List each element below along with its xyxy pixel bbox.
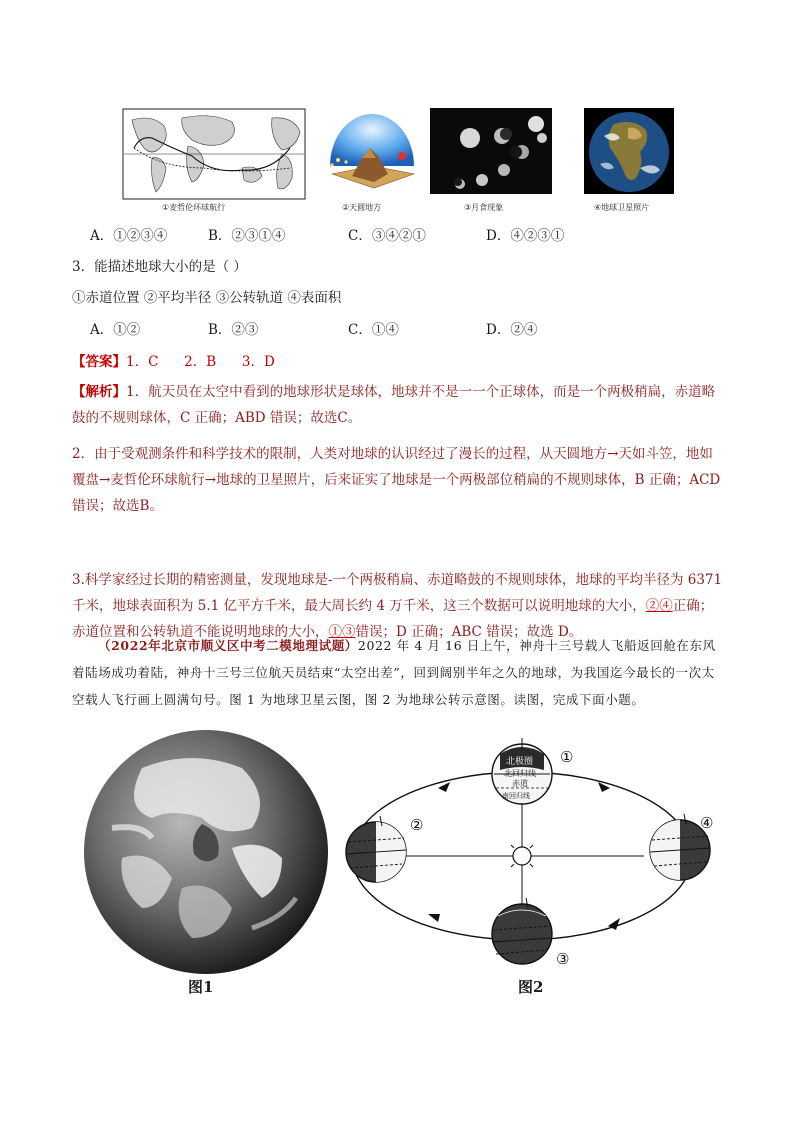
q3-option-c[interactable]: C．①④ (348, 322, 399, 338)
magellan-map-figure (122, 108, 306, 216)
analysis-p1-text: 1．航天员在太空中看到的地球形状是球体，地球并不是一一个正球体，而是一个两极稍扁，赤道略鼓的不规则球体，C 正确；ABD 错误；故选C。 (72, 384, 716, 426)
q3-items: ①赤道位置 ②平均半径 ③公转轨道 ④表面积 (72, 290, 342, 306)
analysis-p3-b: 正确；赤道位置和公转轨道不能说明地球的大小， (72, 598, 714, 640)
source-paragraph (72, 632, 724, 713)
q3-stem: 3．能描述地球大小的是（ ） (72, 259, 247, 275)
figure-1-label: 图1 (188, 978, 214, 996)
source-text: 2022 年 4 月 16 日上午，神舟十三号载人飞船返回舱在东风着陆场成功着陆，神舟十三号三位航天员结束“太空出差”，回到阔别半年之久的地球，为我国迄今最长的一次太空载人飞行画上圆满句号。图 1 为地球卫星云图，图 2 为地球公转示意图。读图，完成下面小题。 (72, 638, 716, 707)
q2-option-a[interactable]: A．①②③④ (90, 228, 168, 244)
q3-option-b[interactable]: B．②③ (208, 322, 259, 338)
figure-2-label: 图2 (518, 978, 544, 996)
figure-1-cloud-globe (82, 728, 330, 976)
figure-2-revolution-diagram (340, 730, 720, 980)
answer-text: 1．C 2．B 3．D (126, 354, 275, 370)
analysis-p1 (72, 379, 724, 431)
globe-label-arctic: 北极圈 (506, 757, 534, 767)
caption-lunar-eclipse: ③月食现象 (464, 203, 504, 212)
analysis-p3-highlight-1: ②④ (645, 598, 673, 614)
q2-option-c[interactable]: C．③④②① (348, 228, 426, 244)
answer-line (72, 352, 732, 372)
analysis-label: 【解析】 (72, 384, 126, 400)
earth-position-2 (346, 816, 406, 882)
revolution-diagram-svg (340, 730, 720, 980)
mark-4: ④ (700, 814, 714, 832)
answer-label: 【答案】 (72, 354, 126, 370)
mark-2: ② (410, 816, 424, 834)
globe-label-equator: 赤道 (512, 779, 528, 788)
q3-option-a[interactable]: A．①② (90, 322, 141, 338)
caption-magellan: ①麦哲伦环球航行 (162, 203, 226, 212)
analysis-p3-highlight-2: ①③ (328, 624, 356, 640)
q3-option-d[interactable]: D．②④ (486, 322, 538, 338)
cloud-globe-image (82, 728, 330, 976)
globe-label-tropic-n: 北回归线 (504, 769, 536, 778)
earth-position-3 (492, 898, 552, 964)
figure-row-top (122, 108, 674, 216)
analysis-p3-c: 错误；D 正确；ABC 错误；故选 D。 (355, 624, 583, 640)
caption-sky-dome: ②天圆地方 (342, 203, 382, 212)
caption-earth-photo: ④地球卫星照片 (594, 203, 650, 212)
sky-dome-image (326, 108, 418, 198)
source-tag: （2022年北京市顺义区中考二模地理试题） (98, 638, 358, 653)
mark-1: ① (560, 748, 574, 766)
q2-option-d[interactable]: D．④②③① (486, 228, 565, 244)
analysis-p3-a: 3.科学家经过长期的精密测量，发现地球是-一个两极稍扁、赤道略鼓的不规则球体，地球的平均半径为 6371 千米，地球表面积为 5.1 亿平方千米，最大周长约 4 万千米，这三个数据可以说明地球的大小， (72, 572, 723, 614)
sky-dome-figure (326, 108, 418, 216)
mark-3: ③ (556, 950, 570, 968)
earth-position-1 (492, 738, 552, 804)
earth-photo-figure (584, 108, 674, 216)
lunar-eclipse-image (430, 108, 552, 198)
world-map-image (122, 108, 306, 200)
earth-photo-image (584, 108, 674, 198)
globe-label-tropic-s: 南回归线 (502, 792, 530, 800)
lunar-eclipse-figure (430, 108, 552, 216)
q2-option-b[interactable]: B．②③①④ (208, 228, 286, 244)
analysis-p2: 2．由于受观测条件和科学技术的限制，人类对地球的认识经过了漫长的过程，从天圆地方→天如斗笠，地如覆盘→麦哲伦环球航行→地球的卫星照片，后来证实了地球是一个两极部位稍扁的不规则球体，B 正确；ACD 错误；故选B。 (72, 446, 721, 514)
